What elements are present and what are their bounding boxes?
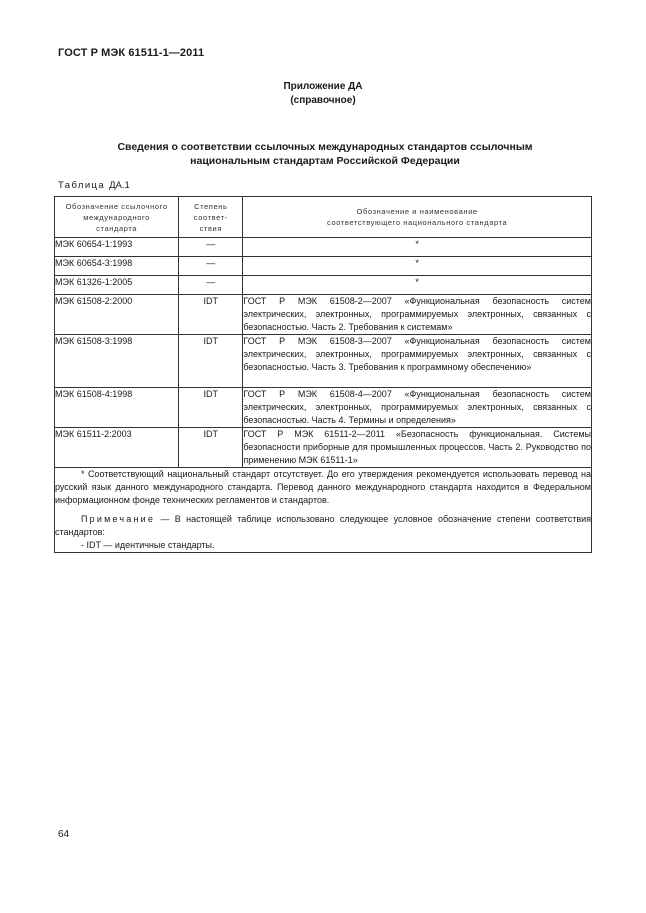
cell-degree: IDT [179,335,243,388]
header-degree: Степень соответ- ствия [179,197,243,238]
cell-national-standard: ГОСТ Р МЭК 61508-2—2007 «Функциональная безопасность систем электрических, электронных, программируемых электронных, связанных с безопасностью. Часть 2. Требования к системам» [243,295,592,335]
cell-national-standard: ГОСТ Р МЭК 61511-2—2011 «Безопасность функциональная. Системы безопасности приборные для промышленных процессов. Часть 2. Руководство по применению МЭК 61511-1» [243,428,592,468]
section-heading [60,140,590,168]
table-caption-word: Таблица [58,180,106,191]
header-reference-standard: Обозначение ссылочного международного стандарта [55,197,179,238]
cell-national-standard: * [243,257,592,276]
section-heading-line-1: Сведения о соответствии ссылочных международных стандартов ссылочным [117,141,533,153]
cell-reference-code: МЭК 61326-1:2005 [55,276,179,295]
note-paragraph [55,513,591,539]
cell-degree: — [179,257,243,276]
footnote-text: * Соответствующий национальный стандарт отсутствует. До его утверждения рекомендуется использовать перевод на русский язык данного международного стандарта. Перевод данного международного стандарта находится в Федеральном информационном фонде технических регламентов и стандартов. [55,469,591,505]
table-row [55,238,592,257]
table-row [55,388,592,428]
note-text: — В настоящей таблице использовано следующее условное обозначение степени соответствия стандартов: [55,514,591,537]
correspondence-table [54,196,592,553]
table-row [55,276,592,295]
cell-degree: — [179,238,243,257]
cell-national-standard: ГОСТ Р МЭК 61508-4—2007 «Функциональная безопасность систем электрических, электронных, программируемых электронных, связанных с безопасностью. Часть 4. Термины и определения» [243,388,592,428]
note-label: Примечание [81,514,156,524]
cell-national-standard: * [243,276,592,295]
cell-degree: — [179,276,243,295]
cell-reference-code: МЭК 60654-1:1993 [55,238,179,257]
table-caption-number: ДА.1 [109,180,130,191]
cell-degree: IDT [179,428,243,468]
section-heading-line-2: национальным стандартам Российской Федерации [190,155,460,167]
table-row [55,335,592,388]
cell-reference-code: МЭК 61508-4:1998 [55,388,179,428]
appendix-title: Приложение ДА [283,81,363,92]
header-national-standard: Обозначение и наименование соответствующего национального стандарта [243,197,592,238]
cell-reference-code: МЭК 61511-2:2003 [55,428,179,468]
page-number: 64 [58,829,70,840]
cell-national-standard: ГОСТ Р МЭК 61508-3—2007 «Функциональная безопасность систем электрических, электронных, программируемых электронных, связанных с безопасностью. Часть 3. Требования к программному обеспечению» [243,335,592,388]
table-row [55,257,592,276]
document-code: ГОСТ Р МЭК 61511-1—2011 [58,47,205,59]
table-row [55,428,592,468]
table-notes [55,468,592,553]
cell-reference-code: МЭК 60654-3:1998 [55,257,179,276]
appendix-subtitle: (справочное) [290,95,356,106]
cell-national-standard: * [243,238,592,257]
table-header-row [55,197,592,238]
cell-reference-code: МЭК 61508-2:2000 [55,295,179,335]
table-caption [58,180,130,191]
cell-degree: IDT [179,295,243,335]
table-row [55,295,592,335]
cell-reference-code: МЭК 61508-3:1998 [55,335,179,388]
note-list-item: - IDT — идентичные стандарты. [81,540,215,550]
table-notes-row [55,468,592,553]
cell-degree: IDT [179,388,243,428]
